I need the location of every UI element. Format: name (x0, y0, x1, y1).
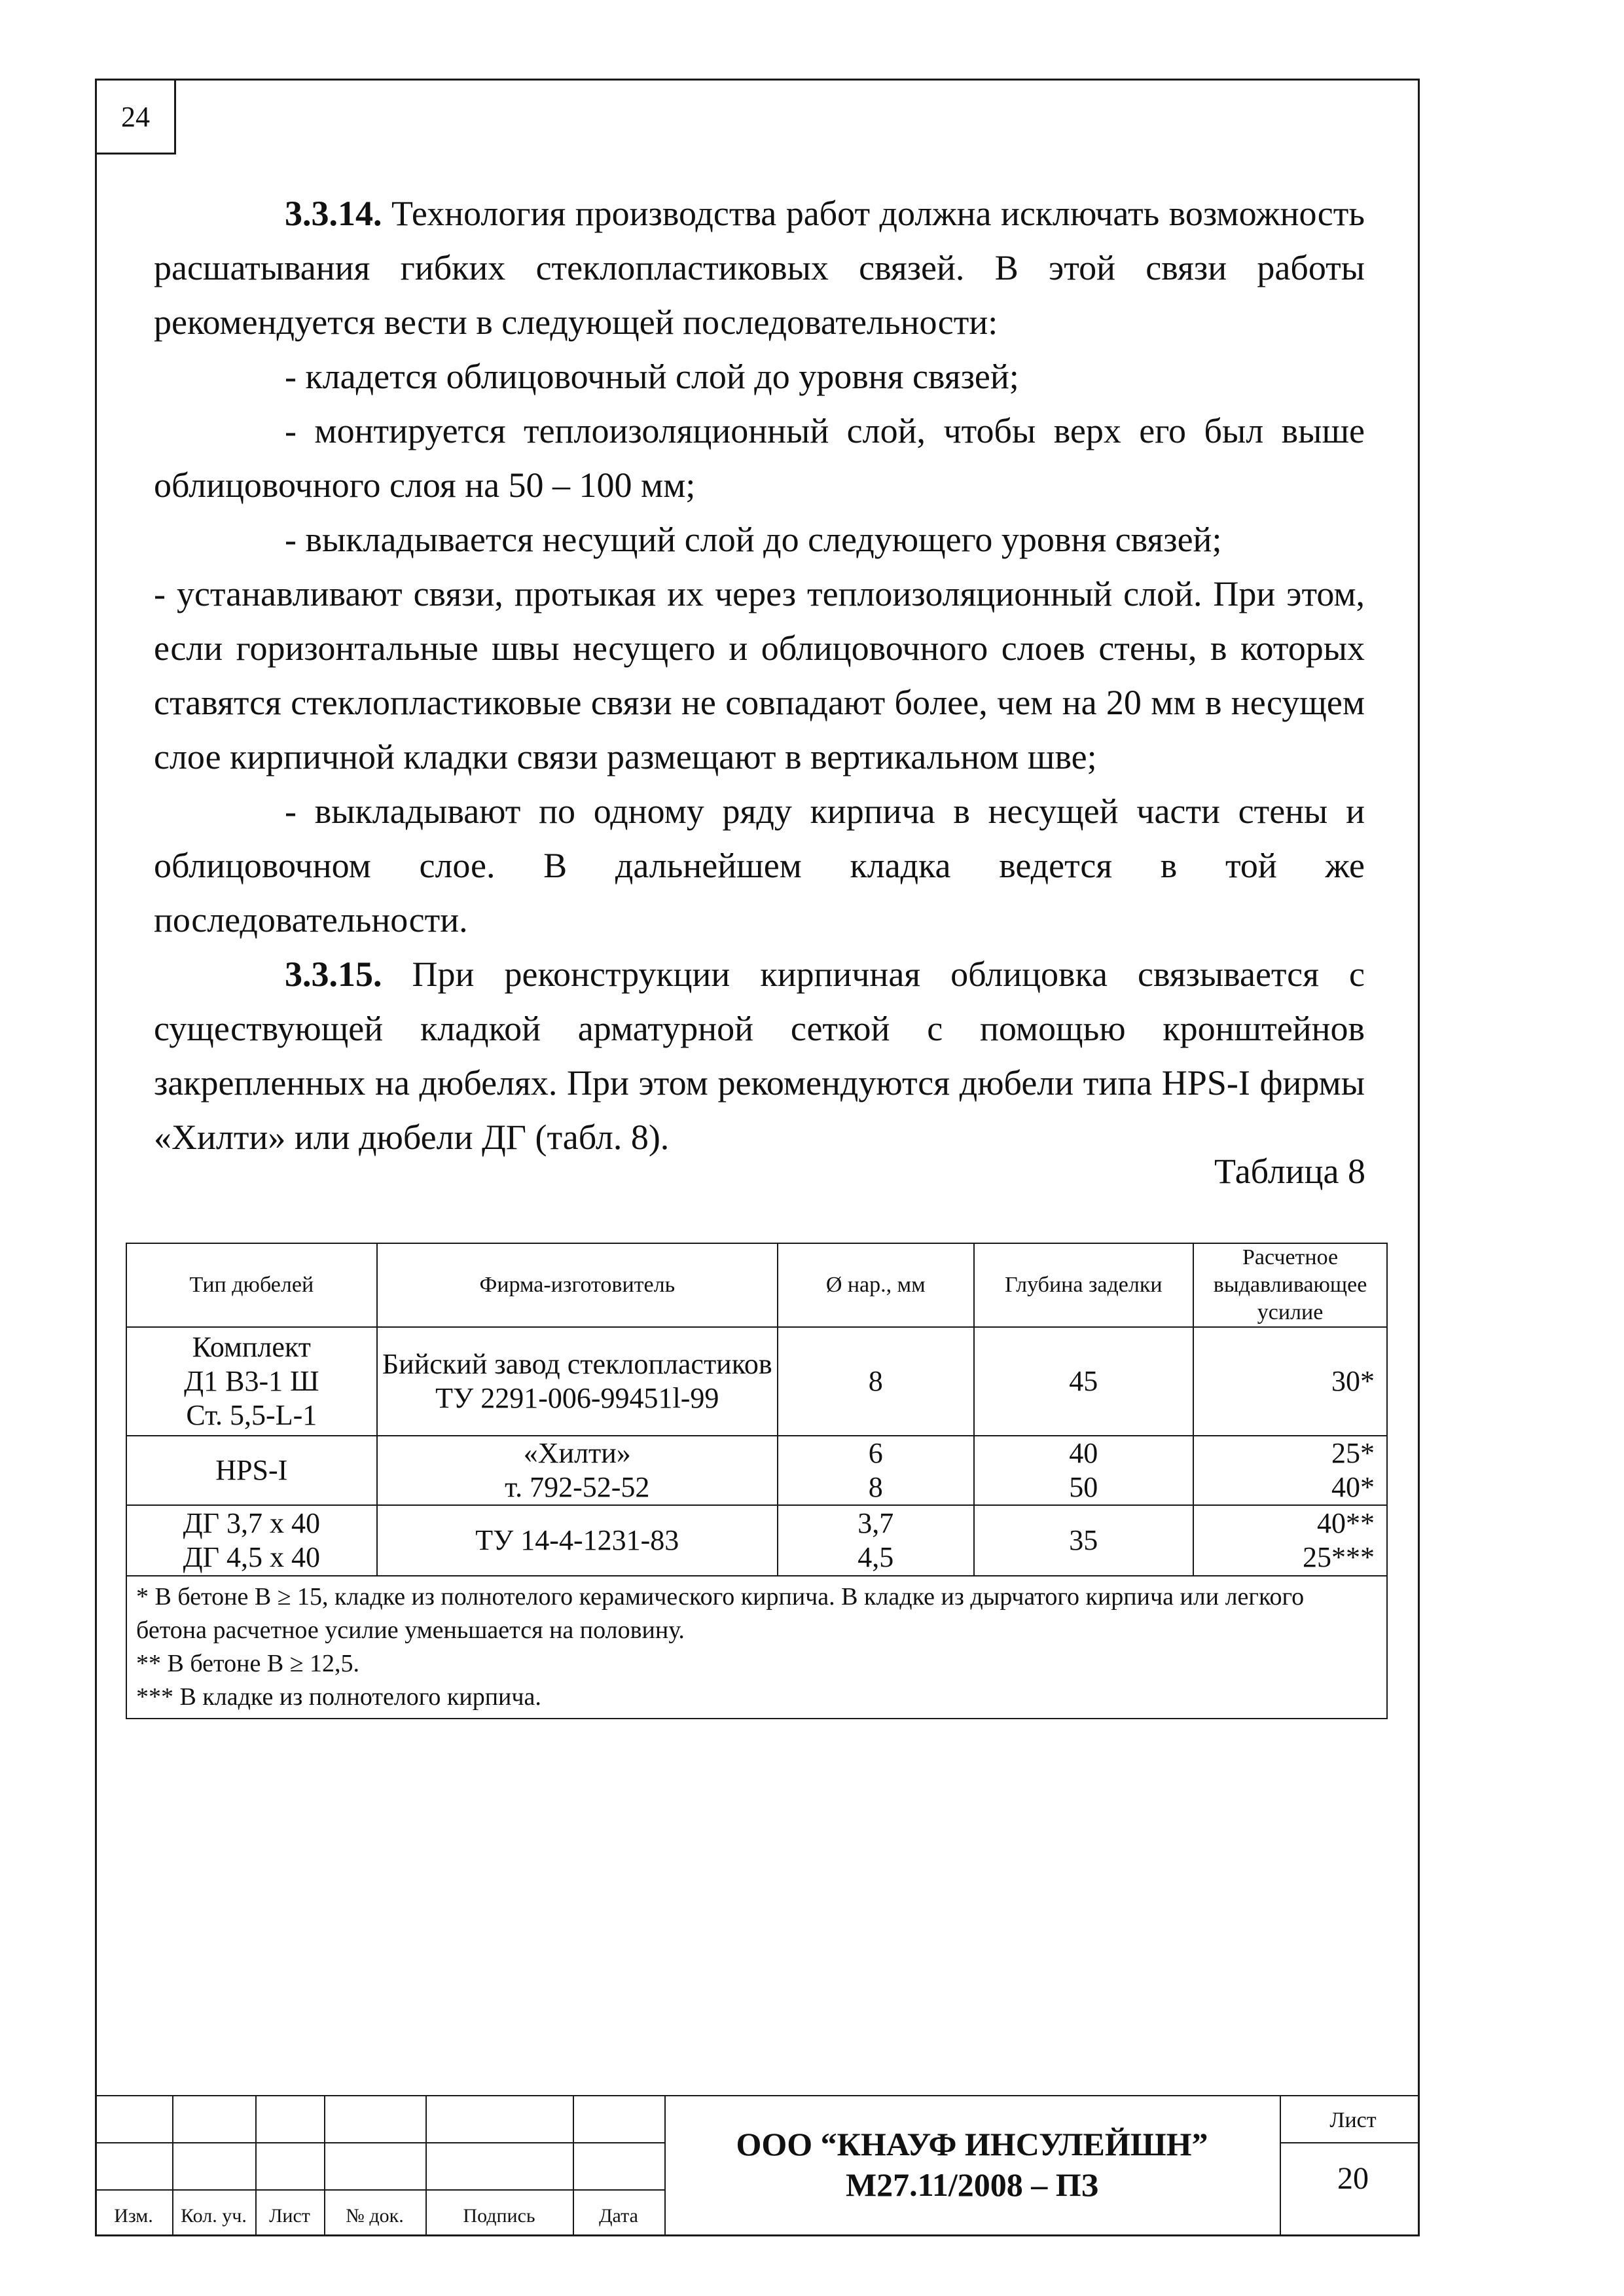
stamp-line (95, 2095, 1420, 2096)
table-note: ** В бетоне В ≥ 12,5. (136, 1650, 360, 1677)
col-header-type: Тип дюбелей (126, 1243, 377, 1327)
cell-type: HPS-I (126, 1436, 377, 1505)
stamp-line (1280, 2142, 1420, 2143)
list-item: - монтируется теплоизоляционный слой, чтобы верх его был выше облицовочного слоя на 50 – 100 мм; (154, 411, 1365, 505)
col-header-maker: Фирма-изготовитель (377, 1243, 778, 1327)
table-caption: Таблица 8 (1214, 1152, 1365, 1191)
organization-block (664, 2124, 1280, 2205)
table-row (126, 1327, 1387, 1436)
table-note: *** В кладке из полнотелого кирпича. (136, 1683, 541, 1711)
list-item: - выкладывают по одному ряду кирпича в несущей части стены и облицовочном слое. В дальнейшем кладка ведется в той же последовательности. (154, 792, 1365, 939)
stamp-label-count: Кол. уч. (181, 2205, 247, 2227)
document-code: М27.11/2008 – ПЗ (845, 2166, 1099, 2203)
table-row (126, 1436, 1387, 1505)
stamp-line (95, 2142, 664, 2143)
stamp-label-date: Дата (599, 2205, 638, 2227)
sheet-label: Лист (1329, 2108, 1377, 2132)
cell-force: 40** 25*** (1193, 1505, 1387, 1576)
col-header-force: Расчетное выдавливающее усилие (1193, 1243, 1387, 1327)
list-item: - кладется облицовочный слой до уровня связей; (285, 357, 1019, 396)
cell-diameter: 3,7 4,5 (778, 1505, 974, 1576)
col-header-depth: Глубина заделки (974, 1243, 1194, 1327)
cell-maker: ТУ 14-4-1231-83 (377, 1505, 778, 1576)
paragraph-3-3-14 (154, 187, 1365, 350)
dowel-table (126, 1243, 1388, 1719)
stamp-line (95, 2189, 664, 2191)
body-text (154, 187, 1365, 1165)
table-notes (126, 1576, 1387, 1719)
cell-depth: 40 50 (974, 1436, 1194, 1505)
list-item: - устанавливают связи, протыкая их через теплоизоляционный слой. При этом, если горизонтальные швы несущего и облицовочного слоев стены, в которых ставятся стеклопластиковые связи не совпадают более, чем на 20 мм в несущем слое кирпичной кладки связи размещают в вертикальном шве; (154, 574, 1365, 776)
cell-type: Комплект Д1 В3-1 Ш Ст. 5,5-L-1 (126, 1327, 377, 1436)
table-note: * В бетоне В ≥ 15, кладке из полнотелого керамического кирпича. В кладке из дырчатого кирпича или легкого бетона расчетное усилие уменьшается на половину. (136, 1583, 1305, 1644)
cell-depth: 35 (974, 1505, 1194, 1576)
list-item: - выкладывается несущий слой до следующего уровня связей; (285, 520, 1222, 559)
table-header-row (126, 1243, 1387, 1327)
cell-force: 25* 40* (1193, 1436, 1387, 1505)
table-row (126, 1505, 1387, 1576)
sheet-number: 20 (1337, 2161, 1369, 2196)
organization-name: ООО “КНАУФ ИНСУЛЕЙШН” (736, 2126, 1208, 2162)
stamp-line (1280, 2095, 1281, 2236)
cell-diameter: 8 (778, 1327, 974, 1436)
col-header-diameter: Ø нар., мм (778, 1243, 974, 1327)
cell-type: ДГ 3,7 х 40 ДГ 4,5 х 40 (126, 1505, 377, 1576)
clause-number: 3.3.14. (285, 194, 382, 233)
cell-maker: «Хилти» т. 792-52-52 (377, 1436, 778, 1505)
stamp-label-doc-number: № док. (346, 2205, 404, 2227)
cell-depth: 45 (974, 1327, 1194, 1436)
clause-number: 3.3.15. (285, 955, 382, 994)
paragraph-3-3-15 (154, 947, 1365, 1165)
cell-diameter: 6 8 (778, 1436, 974, 1505)
stamp-label-change: Изм. (114, 2205, 153, 2227)
table-notes-row (126, 1576, 1387, 1719)
page-number: 24 (95, 79, 176, 155)
paragraph-text: Технология производства работ должна исключать возможность расшатывания гибких стеклопластиковых связей. В этой связи работы рекомендуется вести в следующей последовательности: (154, 194, 1365, 342)
title-block (95, 2095, 1420, 2236)
stamp-label-signature: Подпись (463, 2205, 535, 2227)
paragraph-text: При реконструкции кирпичная облицовка связывается с существующей кладкой арматурной сеткой с помощью кронштейнов закрепленных на дюбелях. При этом рекомендуются дюбели типа HPS-I фирмы «Хилти» или дюбели ДГ (табл. 8). (154, 955, 1365, 1157)
stamp-label-sheet: Лист (269, 2205, 310, 2227)
cell-maker: Бийский завод стеклопластиков ТУ 2291-006-99451l-99 (377, 1327, 778, 1436)
cell-force: 30* (1193, 1327, 1387, 1436)
